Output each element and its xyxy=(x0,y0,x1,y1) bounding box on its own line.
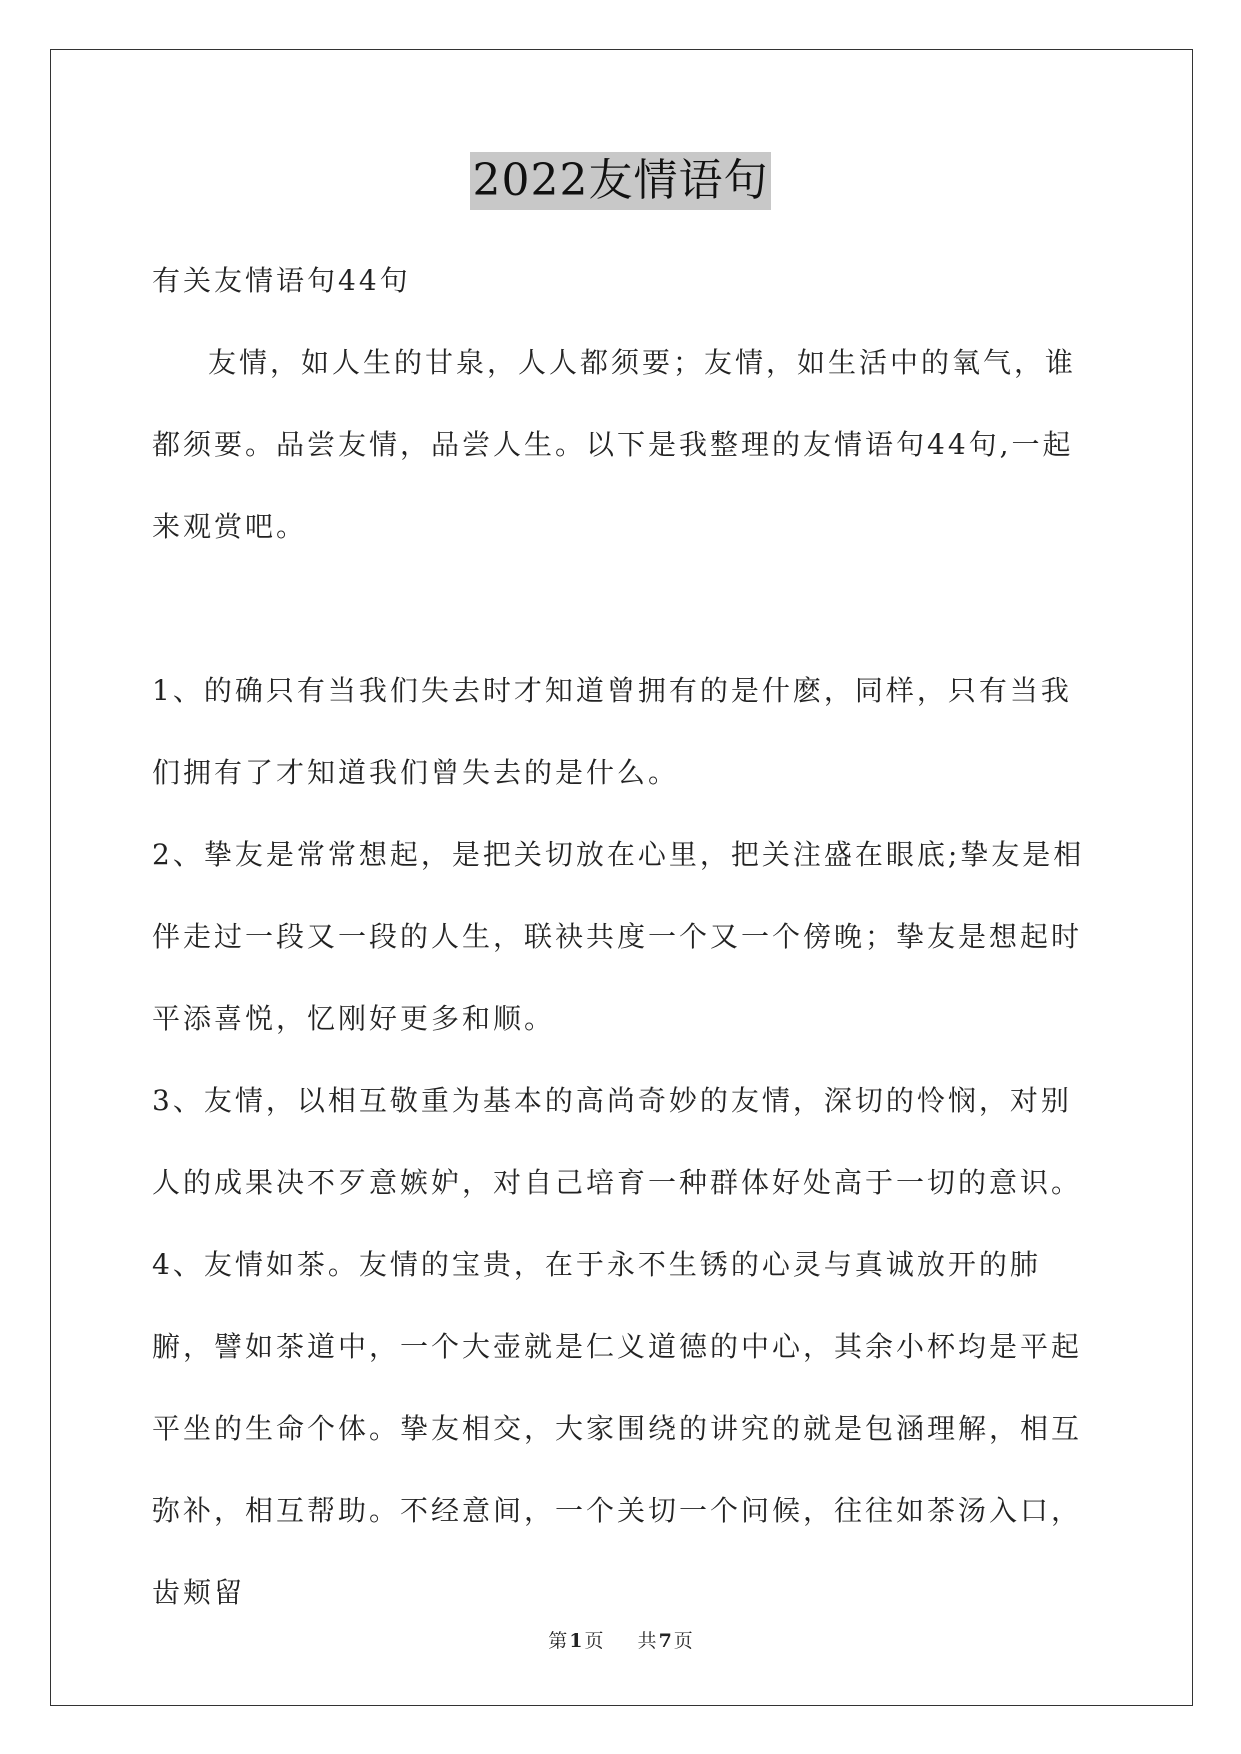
document-subtitle: 有关友情语句44句 xyxy=(152,264,411,297)
total-prefix: 共 xyxy=(637,1630,657,1652)
total-pages: 7 xyxy=(658,1630,672,1652)
title-container xyxy=(0,152,1241,210)
page-suffix: 页 xyxy=(584,1630,604,1652)
current-page: 1 xyxy=(569,1630,583,1652)
document-body xyxy=(152,240,1092,1634)
list-item: 2、挚友是常常想起，是把关切放在心里，把关注盛在眼底;挚友是相伴走过一段又一段的人生，联袂共度一个又一个傍晚；挚友是想起时平添喜悦，忆刚好更多和顺。 xyxy=(152,838,1085,1035)
list-item: 4、友情如茶。友情的宝贵，在于永不生锈的心灵与真诚放开的肺腑，譬如茶道中，一个大壶就是仁义道德的中心，其余小杯均是平起平坐的生命个体。挚友相交，大家围绕的讲究的就是包涵理解，相互弥补，相互帮助。不经意间，一个关切一个问候，往往如茶汤入口，齿颊留 xyxy=(152,1248,1083,1609)
list-item: 3、友情，以相互敬重为基本的高尚奇妙的友情，深切的怜悯，对别人的成果决不歹意嫉妒，对自己培育一种群体好处高于一切的意识。 xyxy=(152,1084,1083,1199)
paragraph-spacer xyxy=(152,568,1092,650)
page-number xyxy=(548,1626,603,1653)
list-item: 1、的确只有当我们失去时才知道曾拥有的是什麽，同样，只有当我们拥有了才知道我们曾失去的是什么。 xyxy=(152,674,1072,789)
page-prefix: 第 xyxy=(548,1630,568,1652)
document-title: 2022友情语句 xyxy=(470,152,772,210)
intro-paragraph: 友情，如人生的甘泉，人人都须要；友情，如生活中的氧气，谁都须要。品尝友情，品尝人生。以下是我整理的友情语句44句,一起来观赏吧。 xyxy=(152,346,1077,543)
total-suffix: 页 xyxy=(673,1630,693,1652)
page-footer xyxy=(0,1626,1241,1653)
page-total xyxy=(638,1626,693,1653)
